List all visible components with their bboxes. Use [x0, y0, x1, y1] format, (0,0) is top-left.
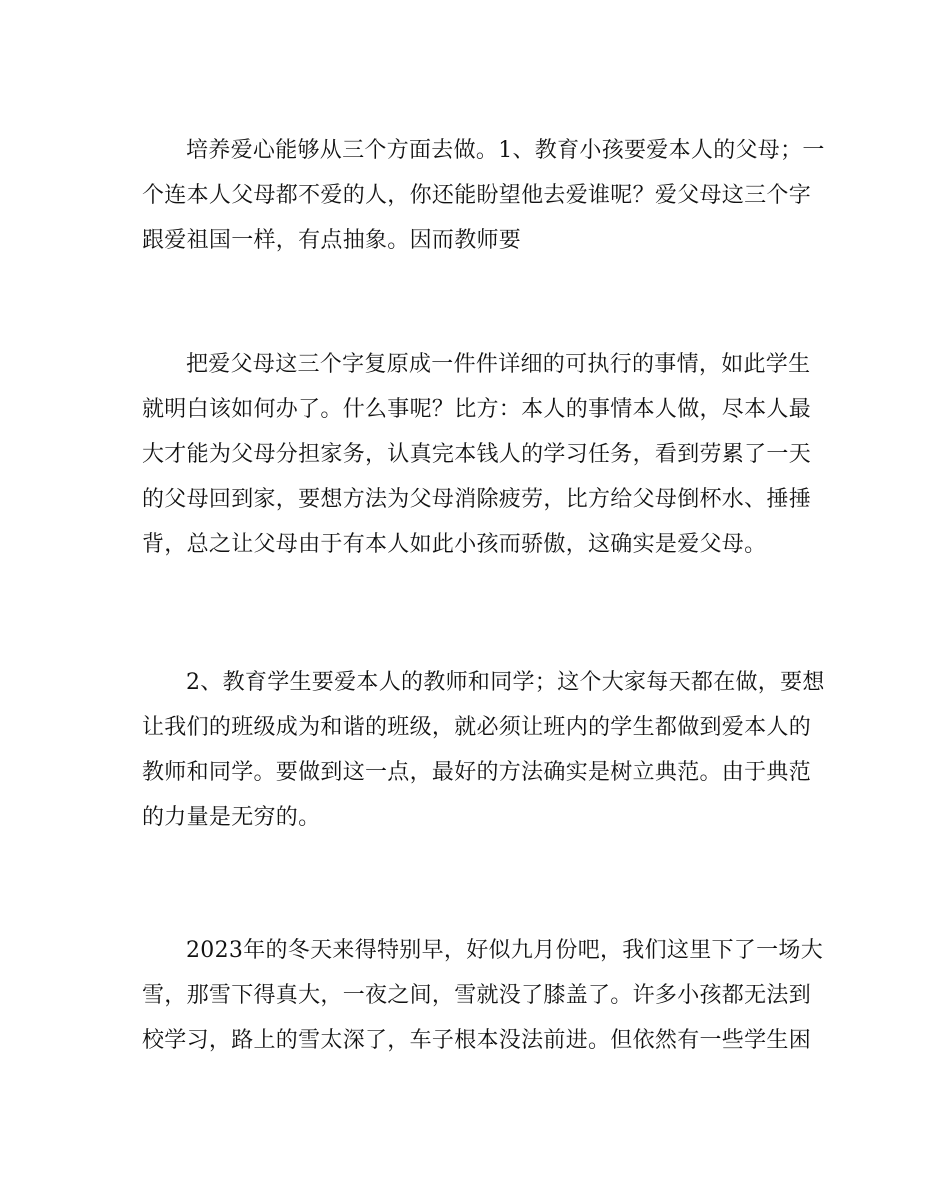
line-text: 把爱父母这三个字复原成一件件详细的可执行的事情，如此学生	[186, 352, 811, 377]
line-text: 就明白该如何办了。什么事呢？比方：本人的事情本人做，尽本人最	[142, 397, 812, 422]
line-text: 雪，那雪下得真大，一夜之间，雪就没了膝盖了。许多小孩都无法到	[142, 983, 812, 1008]
line-text: 跟爱祖国一样，有点抽象。因而教师要	[142, 228, 522, 253]
line-text: 的力量是无穷的。	[142, 805, 321, 830]
paragraph-line	[142, 342, 811, 387]
line-text: 大才能为父母分担家务，认真完本钱人的学习任务，看到劳累了一天	[142, 442, 812, 467]
paragraph-line	[142, 128, 825, 173]
line-text: 培养爱心能够从三个方面去做。1、教育小孩要爱本人的父母；一	[186, 138, 825, 163]
paragraph-line	[142, 973, 812, 1018]
paragraph-2	[142, 342, 812, 567]
paragraph-line	[142, 218, 806, 263]
paragraph-line	[142, 387, 812, 432]
paragraph-line	[142, 795, 806, 840]
line-text: 校学习，路上的雪太深了，车子根本没法前进。但依然有一些学生困	[142, 1028, 812, 1053]
paragraph-line	[142, 522, 806, 567]
paragraph-line	[142, 477, 812, 522]
paragraph-line	[142, 928, 823, 973]
line-text: 背，总之让父母由于有本人如此小孩而骄傲，这确实是爱父母。	[142, 532, 767, 557]
line-text: 2023年的冬天来得特别早，好似九月份吧，我们这里下了一场大	[186, 938, 823, 963]
paragraph-line	[142, 173, 812, 218]
paragraph-3	[142, 660, 825, 840]
paragraph-4	[142, 928, 823, 1063]
line-text: 个连本人父母都不爱的人，你还能盼望他去爱谁呢？爱父母这三个字	[142, 183, 812, 208]
paragraph-line	[142, 1018, 812, 1063]
paragraph-line	[142, 750, 812, 795]
paragraph-1	[142, 128, 825, 263]
paragraph-line	[142, 705, 812, 750]
line-text: 教师和同学。要做到这一点，最好的方法确实是树立典范。由于典范	[142, 760, 812, 785]
line-text: 的父母回到家，要想方法为父母消除疲劳，比方给父母倒杯水、捶捶	[142, 487, 812, 512]
line-text: 让我们的班级成为和谐的班级，就必须让班内的学生都做到爱本人的	[142, 715, 812, 740]
paragraph-line	[142, 432, 812, 477]
line-text: 2、教育学生要爱本人的教师和同学；这个大家每天都在做，要想	[186, 670, 825, 695]
paragraph-line	[142, 660, 825, 705]
